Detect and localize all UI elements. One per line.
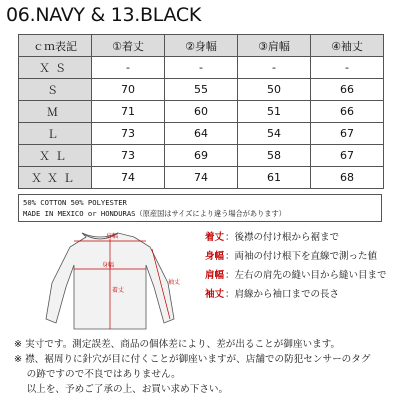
size-cell: ＸＬ [19, 145, 92, 167]
notes-section [14, 337, 398, 397]
header-cell: ①着丈 [92, 35, 165, 57]
legend-key: 身幅 [205, 251, 225, 262]
table-cell: 71 [92, 101, 165, 123]
legend-text: ：両袖の付け根下を直線で測った値 [225, 251, 378, 262]
table-cell: 67 [311, 145, 384, 167]
legend-item [205, 286, 400, 305]
size-cell: ＸＸＬ [19, 167, 92, 189]
table-cell: 73 [92, 145, 165, 167]
legend-item [205, 248, 400, 267]
page-title: 06.NAVY & 13.BLACK [6, 4, 201, 26]
length-label: 着丈 [112, 287, 125, 294]
legend-key: 着丈 [205, 232, 225, 243]
table-cell: 67 [311, 123, 384, 145]
table-cell: 66 [311, 101, 384, 123]
table-cell: 74 [92, 167, 165, 189]
legend-text: ：肩線から袖口までの長さ [225, 289, 340, 300]
shoulder-label: 肩幅 [106, 233, 119, 240]
legend-key: 肩幅 [205, 270, 225, 281]
header-cell: ③肩幅 [238, 35, 311, 57]
legend-key: 袖丈 [205, 289, 225, 300]
measurement-legend [205, 229, 400, 305]
table-row [19, 123, 384, 145]
note-line: ※ 実寸です。測定誤差、商品の個体差により、差が出ることが御座います。 [14, 339, 341, 350]
table-header-row [19, 35, 384, 57]
table-cell: 70 [92, 79, 165, 101]
legend-text: ：後襟の付け根から裾まで [225, 232, 340, 243]
table-cell: - [238, 57, 311, 79]
table-cell: - [165, 57, 238, 79]
table-row [19, 167, 384, 189]
table-cell: - [92, 57, 165, 79]
width-label: 身幅 [102, 262, 115, 269]
size-cell: Ｓ [19, 79, 92, 101]
note-line: 以上を、予めご了承の上、お買い求め下さい。 [14, 384, 229, 395]
legend-item [205, 229, 400, 248]
fabric-composition: 50% COTTON 50% POLYESTER [23, 198, 127, 207]
table-cell: - [311, 57, 384, 79]
table-row [19, 79, 384, 101]
size-cell: Ｌ [19, 123, 92, 145]
measurement-diagram [18, 225, 208, 335]
table-row [19, 145, 384, 167]
table-cell: 55 [165, 79, 238, 101]
table-cell: 61 [238, 167, 311, 189]
table-cell: 66 [311, 79, 384, 101]
legend-text: ：左右の肩先の縫い目から縫い目まで [225, 270, 387, 281]
country-of-origin: MADE IN MEXICO or HONDURAS（原産国はサイズにより違う場合があります） [23, 209, 286, 218]
table-cell: 74 [165, 167, 238, 189]
size-cell: Ｍ [19, 101, 92, 123]
table-row [19, 101, 384, 123]
header-cell: ②身幅 [165, 35, 238, 57]
table-cell: 54 [238, 123, 311, 145]
table-cell: 60 [165, 101, 238, 123]
legend-item [205, 267, 400, 286]
header-cell: ｃｍ表記 [19, 35, 92, 57]
table-cell: 50 [238, 79, 311, 101]
table-cell: 68 [311, 167, 384, 189]
table-cell: 58 [238, 145, 311, 167]
fabric-info-box [18, 194, 382, 222]
table-cell: 51 [238, 101, 311, 123]
table-cell: 64 [165, 123, 238, 145]
note-line: の跡ですので不良ではありません。 [14, 369, 181, 380]
size-table [18, 34, 384, 189]
sleeve-label: 袖丈 [168, 279, 181, 286]
table-row [19, 57, 384, 79]
table-cell: 69 [165, 145, 238, 167]
size-cell: ＸＳ [19, 57, 92, 79]
header-cell: ④袖丈 [311, 35, 384, 57]
note-line: ※ 襟、裾周りに針穴が目に付くことが御座いますが、店舗での防犯センサーのタグ [14, 354, 371, 365]
table-cell: 73 [92, 123, 165, 145]
